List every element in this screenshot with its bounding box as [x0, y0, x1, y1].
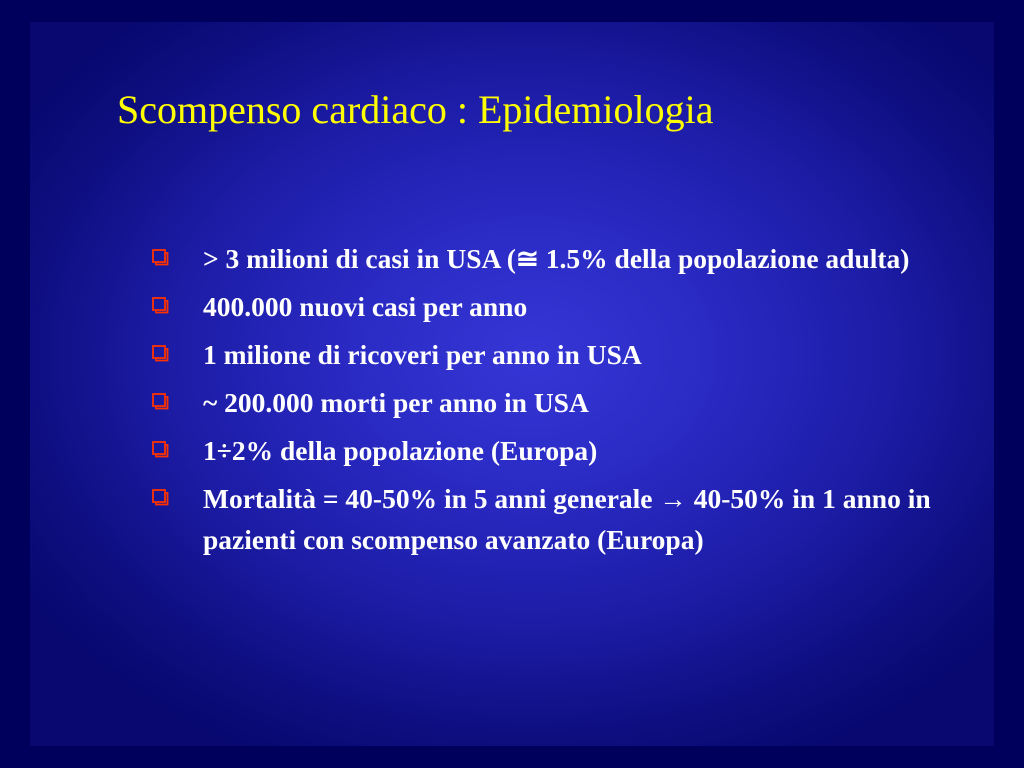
- bullet-item: [152, 430, 942, 471]
- bullet-list: [152, 238, 942, 567]
- checkbox-square-icon: [152, 249, 169, 266]
- bullet-item: [152, 334, 942, 375]
- checkbox-square-icon: [152, 345, 169, 362]
- bullet-text: 1÷2% della popolazione (Europa): [203, 435, 598, 466]
- bullet-text: Mortalità = 40-50% in 5 anni generale → 40-50% in 1 anno in pazienti con scompenso avanzato (Europa): [203, 483, 931, 555]
- checkbox-square-icon: [152, 489, 169, 506]
- slide-title: Scompenso cardiaco : Epidemiologia: [117, 87, 714, 132]
- checkbox-square-icon: [152, 297, 169, 314]
- bullet-text: 400.000 nuovi casi per anno: [203, 291, 528, 322]
- checkbox-square-icon: [152, 441, 169, 458]
- bullet-item: [152, 238, 942, 279]
- bullet-item: [152, 478, 942, 560]
- checkbox-square-icon: [152, 393, 169, 410]
- bullet-item: [152, 286, 942, 327]
- bullet-text: > 3 milioni di casi in USA (≅ 1.5% della popolazione adulta): [203, 243, 910, 274]
- bullet-item: [152, 382, 942, 423]
- bullet-text: 1 milione di ricoveri per anno in USA: [203, 339, 642, 370]
- bullet-text: ~ 200.000 morti per anno in USA: [203, 387, 589, 418]
